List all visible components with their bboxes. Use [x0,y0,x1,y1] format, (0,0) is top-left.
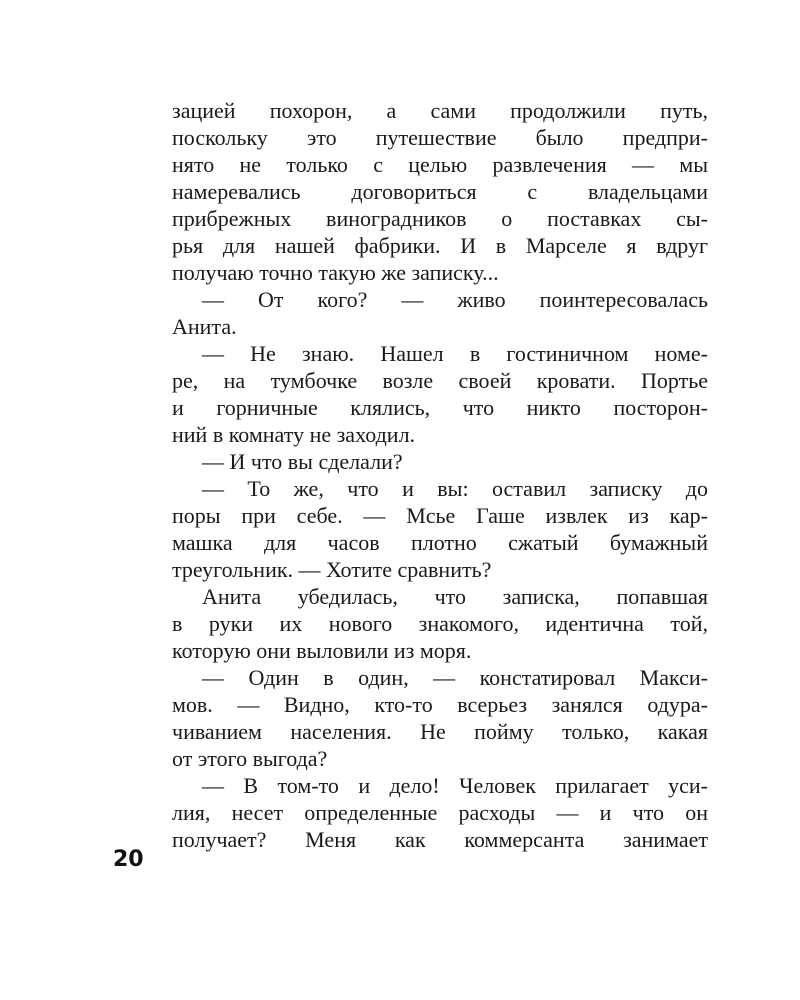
text-line: зацией похорон, а сами продолжили путь, [172,98,708,123]
text-line: — И что вы сделали? [202,449,403,474]
text-line: поры при себе. — Мсье Гаше извлек из кар- [172,503,708,528]
body-text [172,97,708,853]
text-line: поскольку это путешествие было предпри- [172,125,708,150]
page-number: 20 [113,847,144,872]
text-line: — Один в один, — констатировал Макси- [202,665,708,690]
text-line: и горничные клялись, что никто посторон- [172,395,708,420]
text-line: — В том-то и дело! Человек прилагает уси- [202,773,708,798]
text-line: получает? Меня как коммерсанта занимает [172,827,708,852]
text-line: намеревались договориться с владельцами [172,179,708,204]
text-line: ний в комнату не заходил. [172,422,416,447]
text-line: получаю точно такую же записку... [172,260,499,285]
text-line: — От кого? — живо поинтересовалась [202,287,708,312]
text-line: Анита. [172,314,237,339]
text-line: прибрежных виноградников о поставках сы- [172,206,708,231]
text-line: мов. — Видно, кто-то всерьез занялся одура- [172,692,708,717]
text-line: нято не только с целью развлечения — мы [172,152,708,177]
text-line: треугольник. — Хотите сравнить? [172,557,492,582]
text-line: от этого выгода? [172,746,328,771]
text-line: чиванием населения. Не пойму только, какая [172,719,708,744]
text-line: — Не знаю. Нашел в гостиничном номе- [202,341,708,366]
text-line: лия, несет определенные расходы — и что он [172,800,708,825]
text-line: ре, на тумбочке возле своей кровати. Портье [172,368,708,393]
text-line: машка для часов плотно сжатый бумажный [172,530,708,555]
text-line: в руки их нового знакомого, идентична той, [172,611,708,636]
text-line: которую они выловили из моря. [172,638,472,663]
text-line: рья для нашей фабрики. И в Марселе я вдруг [172,233,708,258]
text-line: — То же, что и вы: оставил записку до [202,476,708,501]
text-line: Анита убедилась, что записка, попавшая [202,584,708,609]
